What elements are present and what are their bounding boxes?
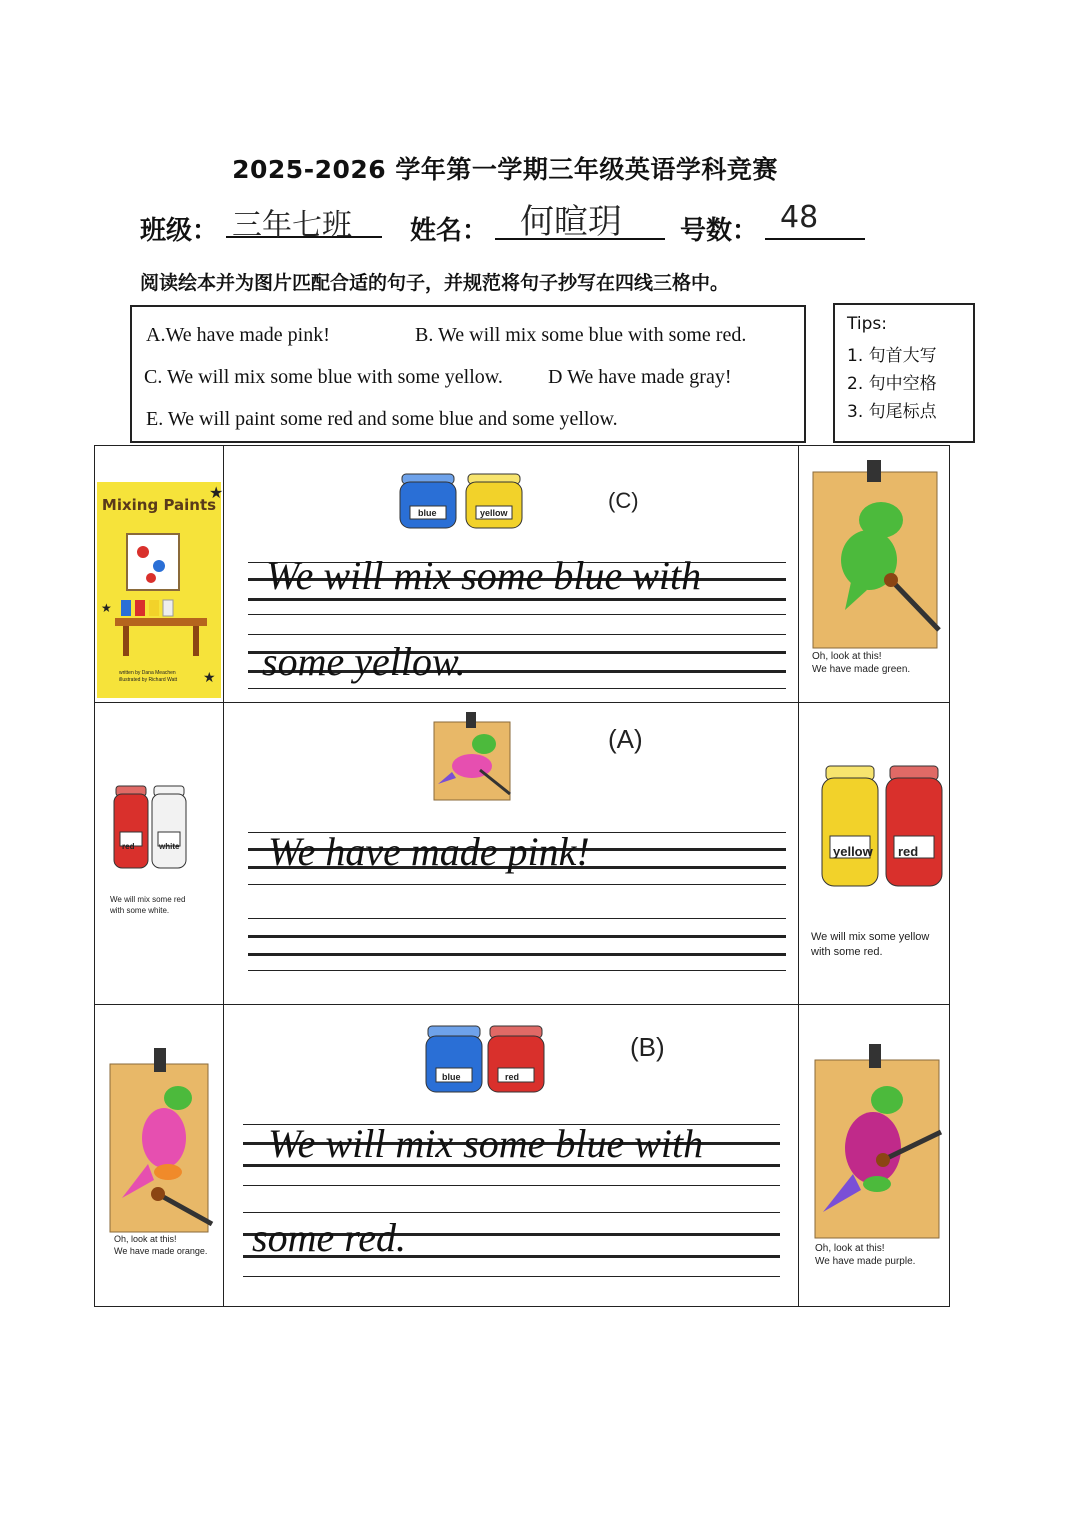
row3-left-caption: Oh, look at this! We have made orange. [114,1234,208,1256]
book-credits: written by Dana Meachen illustrated by Richard Watt [119,670,178,683]
row3-purple-painting [813,1044,943,1240]
book-easel-illustration [97,482,224,698]
row3-right-caption: Oh, look at this! We have made purple. [815,1243,916,1267]
row1-paint-jars [396,470,526,532]
row2-left-jar1-label: red [122,842,135,851]
row2-left-jar2-label: white [159,842,180,851]
row3-handwritten-line2: some red. [252,1215,407,1260]
row3-line [243,1185,780,1186]
row3-jar2-label: red [505,1072,520,1082]
row2-answer: (A) [608,724,643,754]
row1-line [248,634,786,635]
worksheet-title: 2025-2026 学年第一学期三年级英语学科竞赛 [232,155,778,184]
row2-red-white-jars [112,782,188,872]
tips-title: Tips: [847,314,887,334]
tip-1: 1. 句首大写 [847,346,937,366]
row1-jar2-label: yellow [480,508,508,518]
row1-right-caption: Oh, look at this! We have made green. [812,651,911,675]
number-underline [765,238,865,240]
row1-jar1-label: blue [418,508,437,518]
row1-line [248,688,786,689]
row2-line [248,884,786,885]
row1-handwritten-line2: some yellow. [262,639,466,684]
row3-jar1-label: blue [442,1072,461,1082]
row2-line [248,953,786,956]
option-b: B. We will mix some blue with some red. [415,324,747,346]
name-value: 何暄玥 [520,202,622,242]
name-label: 姓名： [410,216,489,246]
row1-handwritten-line1: We will mix some blue with [266,553,702,598]
number-label: 号数： [680,216,759,246]
row3-paint-jars [422,1022,552,1096]
row2-handwritten-line1: We have made pink! [268,829,590,874]
class-label: 班级： [140,216,219,246]
option-e: E. We will paint some red and some blue and some yellow. [146,408,618,430]
tip-3: 3. 句尾标点 [847,402,937,422]
row3-line [243,1212,780,1213]
option-d: D We have made gray! [548,366,732,388]
row3-answer: (B) [630,1032,665,1062]
book-title: Mixing Paints [101,496,217,514]
row1-line [248,614,786,615]
svg-text:★: ★ [209,483,224,502]
row2-line [248,935,786,938]
row2-right-jar1-label: yellow [833,844,873,859]
row2-left-caption: We will mix some red with some white. [110,895,186,915]
class-value: 三年七班 [232,208,352,243]
row2-line [248,918,786,919]
row3-orange-painting [108,1048,216,1234]
option-a: A.We have made pink! [146,324,330,346]
svg-text:★: ★ [203,670,216,686]
instruction-text: 阅读绘本并为图片匹配合适的句子，并规范将句子抄写在四线三格中。 [140,272,730,294]
row3-handwritten-line1: We will mix some blue with [268,1121,704,1166]
svg-text:★: ★ [101,601,112,615]
row2-right-jar2-label: red [898,844,919,859]
row3-line [243,1276,780,1277]
row2-pink-painting [432,712,512,802]
row2-line [248,970,786,971]
row1-green-painting [811,460,941,650]
tip-2: 2. 句中空格 [847,374,937,394]
row2-yellow-red-jars [820,762,944,892]
book-cover [97,482,224,698]
number-value: 48 [780,200,819,235]
row2-right-caption: We will mix some yellow with some red. [811,931,930,958]
row1-answer: (C) [608,488,639,513]
option-c: C. We will mix some blue with some yellow. [144,366,503,388]
